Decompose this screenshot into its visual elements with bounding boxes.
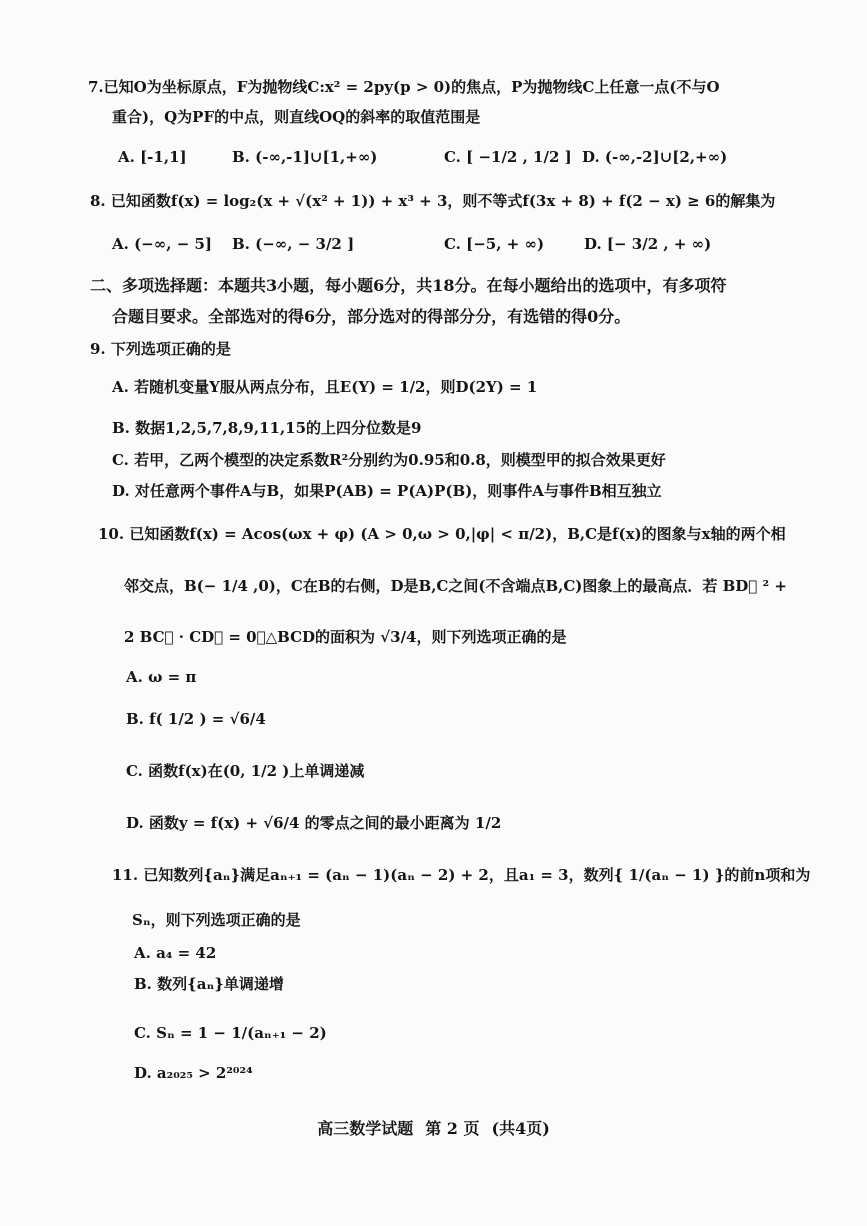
q7-option-c: C. [ −1/2 , 1/2 ]	[444, 148, 572, 166]
q7-option-d: D. (-∞,-2]∪[2,+∞)	[582, 148, 728, 166]
q11-option-a: A. a₄ = 42	[134, 944, 217, 962]
q10-option-b: B. f( 1/2 ) = √6/4	[126, 710, 266, 728]
q7-option-a: A. [-1,1]	[118, 148, 187, 166]
q10-stem-line2: 邻交点，B(− 1/4 ,0)，C在B的右侧，D是B,C之间(不含端点B,C)图象上的最高点．若 BD⃗ ² +	[124, 577, 787, 595]
page-footer	[0, 1116, 867, 1139]
q7-option-b: B. (-∞,-1]∪[1,+∞)	[232, 148, 378, 166]
section2-heading-line1: 二、多项选择题：本题共3小题，每小题6分，共18分。在每小题给出的选项中，有多项符	[90, 276, 727, 295]
q11-stem-line2: Sₙ，则下列选项正确的是	[132, 911, 301, 929]
q10-stem-line3: 2 BC⃗ · CD⃗ = 0，△BCD的面积为 √3/4，则下列选项正确的是	[124, 628, 567, 646]
q10-option-c: C. 函数f(x)在(0, 1/2 )上单调递减	[126, 762, 365, 780]
q10-stem-line1: 10. 已知函数f(x) = Acos(ωx + φ) (A > 0,ω > 0,|φ| < π/2)，B,C是f(x)的图象与x轴的两个相	[98, 525, 786, 543]
footer-total: (共4页)	[491, 1119, 550, 1138]
footer-page: 第 2 页	[425, 1119, 480, 1138]
q11-stem-line1: 11. 已知数列{aₙ}满足aₙ₊₁ = (aₙ − 1)(aₙ − 2) + 2，且a₁ = 3，数列{ 1/(aₙ − 1) }的前n项和为	[112, 866, 811, 884]
q7-stem-line1: 7.已知O为坐标原点，F为抛物线C:x² = 2py(p > 0)的焦点，P为抛物线C上任意一点(不与O	[88, 78, 720, 96]
q9-option-a: A. 若随机变量Y服从两点分布，且E(Y) = 1/2，则D(2Y) = 1	[112, 378, 538, 396]
q10-option-d: D. 函数y = f(x) + √6/4 的零点之间的最小距离为 1/2	[126, 814, 502, 832]
q10-option-a: A. ω = π	[126, 668, 197, 686]
section2-heading-line2: 合题目要求。全部选对的得6分，部分选对的得部分分，有选错的得0分。	[112, 307, 631, 326]
q11-option-c: C. Sₙ = 1 − 1/(aₙ₊₁ − 2)	[134, 1024, 327, 1042]
q7-stem-line2: 重合)，Q为PF的中点，则直线OQ的斜率的取值范围是	[112, 108, 481, 126]
q9-option-d: D. 对任意两个事件A与B，如果P(AB) = P(A)P(B)，则事件A与事件B相互独立	[112, 482, 662, 500]
q9-option-b: B. 数据1,2,5,7,8,9,11,15的上四分位数是9	[112, 419, 422, 437]
q11-option-d: D. a₂₀₂₅ > 2²⁰²⁴	[134, 1064, 253, 1082]
q8-option-c: C. [−5, + ∞)	[444, 235, 545, 253]
q8-option-b: B. (−∞, − 3/2 ]	[232, 235, 355, 253]
q8-option-d: D. [− 3/2 , + ∞)	[584, 235, 712, 253]
q8-option-a: A. (−∞, − 5]	[112, 235, 213, 253]
footer-title: 高三数学试题	[317, 1119, 414, 1138]
q9-option-c: C. 若甲，乙两个模型的决定系数R²分别约为0.95和0.8，则模型甲的拟合效果更好	[112, 451, 666, 469]
q9-stem: 9. 下列选项正确的是	[90, 340, 231, 358]
q8-stem: 8. 已知函数f(x) = log₂(x + √(x² + 1)) + x³ + 3，则不等式f(3x + 8) + f(2 − x) ≥ 6的解集为	[90, 192, 776, 210]
q11-option-b: B. 数列{aₙ}单调递增	[134, 975, 284, 993]
